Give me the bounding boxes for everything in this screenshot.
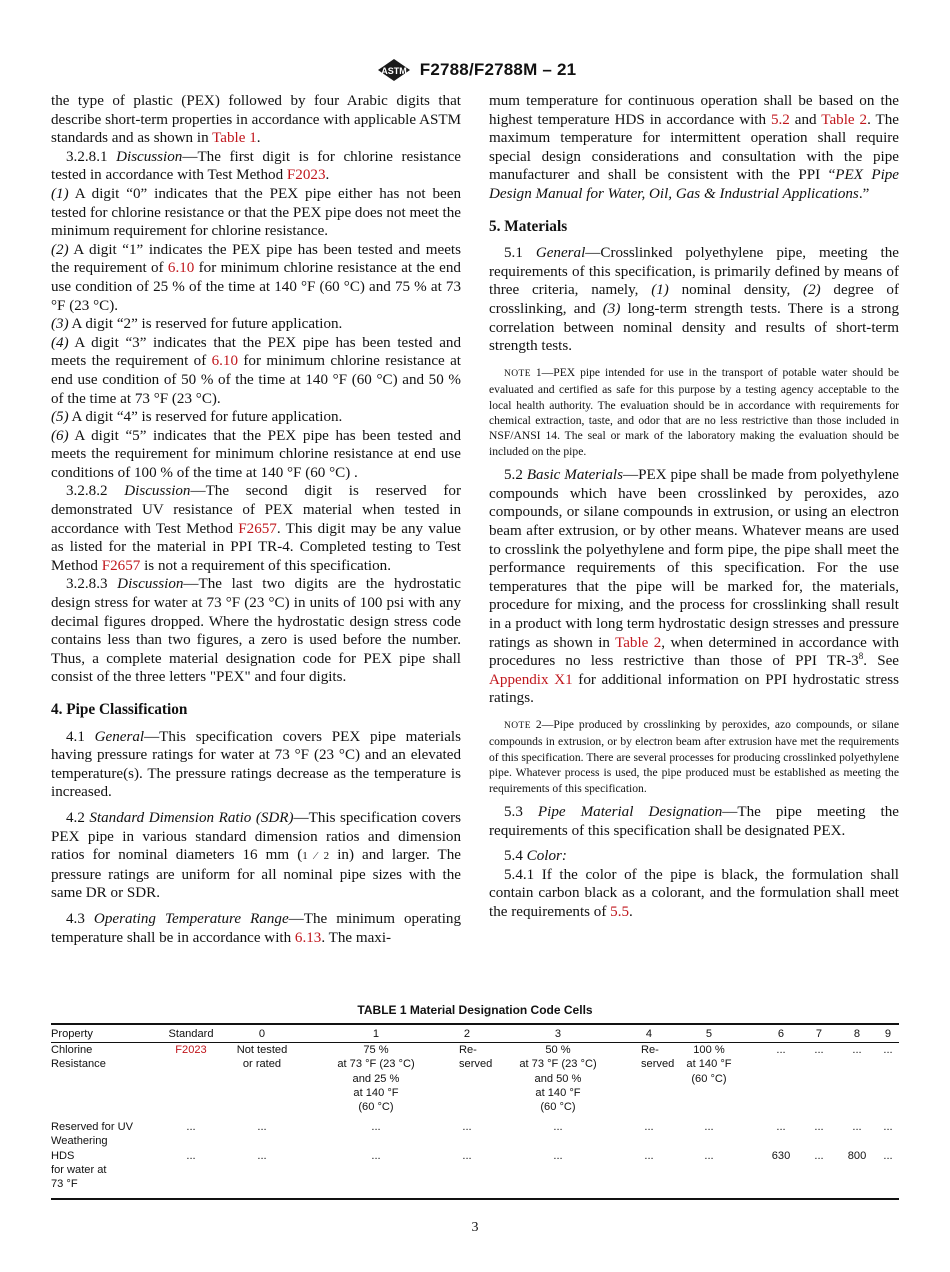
table-cell: ... xyxy=(657,1149,761,1199)
paragraph-5-2: 5.2 Basic Materials—PEX pipe shall be made from polyethylene compounds which have been crosslinked by peroxides, azo compounds, or silane compounds in extrusion, or using an electron beam after extrusion, or by other means. Whatever means are used to crosslink the polyethylene and form pipe, the pipe shall meet the performance requirements of this specification. For the use temperatures that the pipe will be marked for, the materials, procedure for mixing, and the process for crosslinking shall result in a product with long term hydrostatic design stresses and pressure ratings as shown in Table 2, when determined in accordance with procedures no less restrictive than those of PPI $TR-3^8$. See Appendix X1 for additional information on PPI hydrostatic stress ratings. xyxy=(489,467,900,707)
f2657-link[interactable]: F2657 xyxy=(101,557,141,574)
table-row xyxy=(51,1042,899,1115)
table-2-link[interactable]: Table 2 xyxy=(615,634,662,651)
digit-1-item: (2) A digit “1” indicates the PEX pipe has been tested and meets the requirement of 6.10 for minimum chlorine resistance at the end use condition of 25 % of the time at 140 °F (60 °C) and 75 % at 73 °F (23 °C). xyxy=(51,241,461,314)
paragraph-3-2-8-1: 3.2.8.1 Discussion—The first digit is for chlorine resistance tested in accordance with Test Method F2023. xyxy=(51,148,461,184)
table-cell: 630 xyxy=(761,1149,801,1199)
logo-text: ASTM xyxy=(381,66,407,76)
standard-designation: F2788/F2788M – 21 xyxy=(419,60,577,79)
section-5-2-link[interactable]: 5.2 xyxy=(770,111,790,128)
section-heading-5: 5. Materials xyxy=(489,217,568,235)
col-header: 0 xyxy=(231,1024,293,1042)
col-header: 3 xyxy=(475,1024,641,1042)
col-header: 8 xyxy=(837,1024,877,1042)
col-header: Standard xyxy=(151,1024,231,1042)
table-1 xyxy=(51,1003,899,1200)
section-6-10-link[interactable]: 6.10 xyxy=(167,260,195,277)
table-cell: ... xyxy=(293,1149,459,1199)
table-cell: 800 xyxy=(837,1149,877,1199)
table-cell: ... xyxy=(877,1149,899,1199)
designation-table xyxy=(51,1023,899,1199)
col-header: 1 xyxy=(293,1024,459,1042)
section-5-5-link[interactable]: 5.5 xyxy=(610,903,630,920)
digit-4-item: (5) A digit “4” is reserved for future application. xyxy=(51,409,343,426)
table-1-link[interactable]: Table 1 xyxy=(212,130,257,147)
table-cell: ... xyxy=(462,1120,472,1133)
table-cell: ... xyxy=(641,1149,657,1199)
table-cell: ... xyxy=(801,1149,837,1199)
right-column xyxy=(489,92,899,921)
table-cell: ... xyxy=(553,1120,563,1133)
table-cell: ... xyxy=(257,1120,267,1133)
digit-2-item: (3) A digit “2” is reserved for future application. xyxy=(51,316,343,333)
col-header: 6 xyxy=(761,1024,801,1042)
digit-3-item: (4) A digit “3” indicates that the PEX pipe has been tested and meets the requirement of 6.10 for minimum chlorine resistance at end use condition of 50 % of the time at 140 °F (60 °C) and 50 % of the time at 73 °F (23 °C). xyxy=(51,334,461,407)
table-cell: ... xyxy=(644,1120,654,1133)
note-1: NOTE 1—PEX pipe intended for use in the transport of potable water should be evaluated and certified as safe for this purpose by a testing agency acceptable to the local health authority. The evaluation should be in accordance with requirements for chemical extraction, taste, and odor that are no less restrictive than those included in NSF/ANSI 14. The seal or mark of the laboratory making the evaluation should be included on the pipe. xyxy=(489,365,899,458)
astm-logo-icon xyxy=(374,57,414,83)
table-cell: ... xyxy=(852,1120,862,1133)
table-cell: ... xyxy=(883,1120,893,1133)
paragraph-3-2-8-2: 3.2.8.2 Discussion—The second digit is reserved for demonstrated UV resistance of PEX material when tested in accordance with Test Method F2657. This digit may be any value as listed for the material in PPI TR-4. Completed testing to Test Method F2657 is not a requirement of this specification. xyxy=(51,483,461,574)
left-column xyxy=(51,92,461,947)
table-cell: ... xyxy=(186,1120,196,1133)
table-cell: ... xyxy=(231,1149,293,1199)
f2657-link[interactable]: F2657 xyxy=(238,520,277,537)
col-header: 5 xyxy=(657,1024,761,1042)
table-cell: ... xyxy=(459,1149,475,1199)
section-heading-4: 4. Pipe Classification xyxy=(51,701,188,718)
f2023-link[interactable]: F2023 xyxy=(286,167,326,184)
digit-5-item: (6) A digit “5” indicates that the PEX pipe has been tested and meets the requirement for minimum chlorine resistance at end use conditions of 100 % of the time at 140 °F (60 °C) . xyxy=(51,427,461,481)
table-cell: ... xyxy=(704,1120,714,1133)
section-6-10-link[interactable]: 6.10 xyxy=(211,353,239,370)
col-header: 7 xyxy=(801,1024,837,1042)
table-2-link[interactable]: Table 2 xyxy=(821,111,868,128)
paragraph-5-4: 5.4 Color: xyxy=(504,848,567,865)
table-cell: Chlorine Resistance xyxy=(51,1043,106,1071)
section-6-13-link[interactable]: 6.13 xyxy=(294,929,322,946)
table-cell: Re- served xyxy=(459,1043,493,1071)
paragraph-5-3: 5.3 Pipe Material Designation—The pipe meeting the requirements of this specification shall be designated PEX. xyxy=(489,803,899,839)
table-cell: Not tested or rated xyxy=(236,1043,288,1071)
table-cell: ... xyxy=(371,1120,381,1133)
paragraph-4-2: 4.2 Standard Dimension Ratio (SDR)—This specification covers PEX pipe in various standard dimension ratios and dimension ratios for nominal diameters 16 mm (1 ⁄ 2 in) and larger. The pressure ratings are uniform for all nominal pipe sizes with the same DR or SDR. xyxy=(51,809,462,902)
col-header: 4 xyxy=(641,1024,657,1042)
table-cell: ... xyxy=(814,1120,824,1133)
paragraph-5-4-1: 5.4.1 If the color of the pipe is black, the formulation shall contain carbon black as a colorant, and the formulation shall meet the requirements of 5.5. xyxy=(489,866,899,920)
table-row xyxy=(51,1115,899,1149)
table-cell: ... xyxy=(151,1149,231,1199)
table-cell: ... xyxy=(883,1043,893,1056)
table-cell: 100 % at 140 °F (60 °C) xyxy=(686,1043,732,1085)
page-number: 3 xyxy=(471,1220,479,1235)
table-cell: ... xyxy=(475,1149,641,1199)
f2023-link[interactable]: F2023 xyxy=(175,1043,207,1056)
appendix-x1-link[interactable]: Appendix X1 xyxy=(489,671,573,688)
table-cell: 75 % at 73 °F (23 °C) and 25 % at 140 °F (60 °C) xyxy=(337,1043,415,1114)
col-header: 2 xyxy=(459,1024,475,1042)
paragraph-4-1: 4.1 General—This specification covers PEX pipe materials having pressure ratings for water at 73 °F (23 °C) and an elevated temperature(s). The pressure ratings decrease as the temperature is increased. xyxy=(51,728,462,801)
col-header: 9 xyxy=(877,1024,899,1042)
table-title: TABLE 1 Material Designation Code Cells xyxy=(357,1003,593,1017)
digit-0-item: (1) A digit “0” indicates that the PEX pipe either has not been tested for chlorine resistance or that the PEX pipe does not meet the minimum requirement for chlorine resistance. xyxy=(51,185,461,240)
table-header-row xyxy=(51,1024,899,1042)
col-header: Property xyxy=(51,1024,151,1042)
table-cell: HDS for water at 73 °F xyxy=(51,1149,151,1199)
paragraph: the type of plastic (PEX) followed by four Arabic digits that describe short-term properties in accordance with applicable ASTM standards and as shown in Table 1. xyxy=(51,93,461,147)
note-2: NOTE 2—Pipe produced by crosslinking by peroxides, azo compounds, or silane compounds in extrusion, or by electron beam after extrusion have met the requirements of this specification. There are several processes for producing crosslinked polyethylene pipe. Whatever process is used, the pipe produced must be established as meeting the requirements of this specification. xyxy=(489,717,899,795)
paragraph-3-2-8-3: 3.2.8.3 Discussion—The last two digits are the hydrostatic design stress for water at 73 °F (23 °C) in units of 100 psi with any decimal figures dropped. Where the hydrostatic design stress code contains less than two figures, a zero is used before the number. Thus, a complete material designation code for PEX pipe shall consist of the three letters "PEX" and four digits. xyxy=(51,576,462,686)
table-row xyxy=(51,1149,899,1199)
paragraph-4-3: 4.3 Operating Temperature Range—The minimum operating temperature shall be in accordance with 6.13. The maxi- xyxy=(51,910,462,946)
paragraph: mum temperature for continuous operation shall be based on the highest temperature HDS in accordance with 5.2 and Table 2. The maximum temperature for intermittent operation shall require special design considerations and consultation with the pipe manufacturer and shall be consistent with the PPI “PEX Pipe Design Manual for Water, Oil, Gas & Industrial Applications.” xyxy=(489,93,900,202)
table-cell: Reserved for UV Weathering xyxy=(51,1120,134,1148)
table-cell: ... xyxy=(814,1043,824,1056)
table-cell: ... xyxy=(852,1043,862,1056)
table-cell: Re- served xyxy=(641,1043,675,1071)
table-cell: 50 % at 73 °F (23 °C) and 50 % at 140 °F (60 °C) xyxy=(519,1043,597,1114)
paragraph-5-1: 5.1 General—Crosslinked polyethylene pipe, meeting the requirements of this specification, is primarily defined by means of three criteria, namely, (1) nominal density, (2) degree of crosslinking, and (3) long-term strength tests. There is a strong correlation between nominal density and results of short-term strength tests. xyxy=(489,245,900,355)
table-cell: ... xyxy=(776,1120,786,1133)
page-header xyxy=(0,55,950,85)
table-cell: ... xyxy=(776,1043,786,1056)
